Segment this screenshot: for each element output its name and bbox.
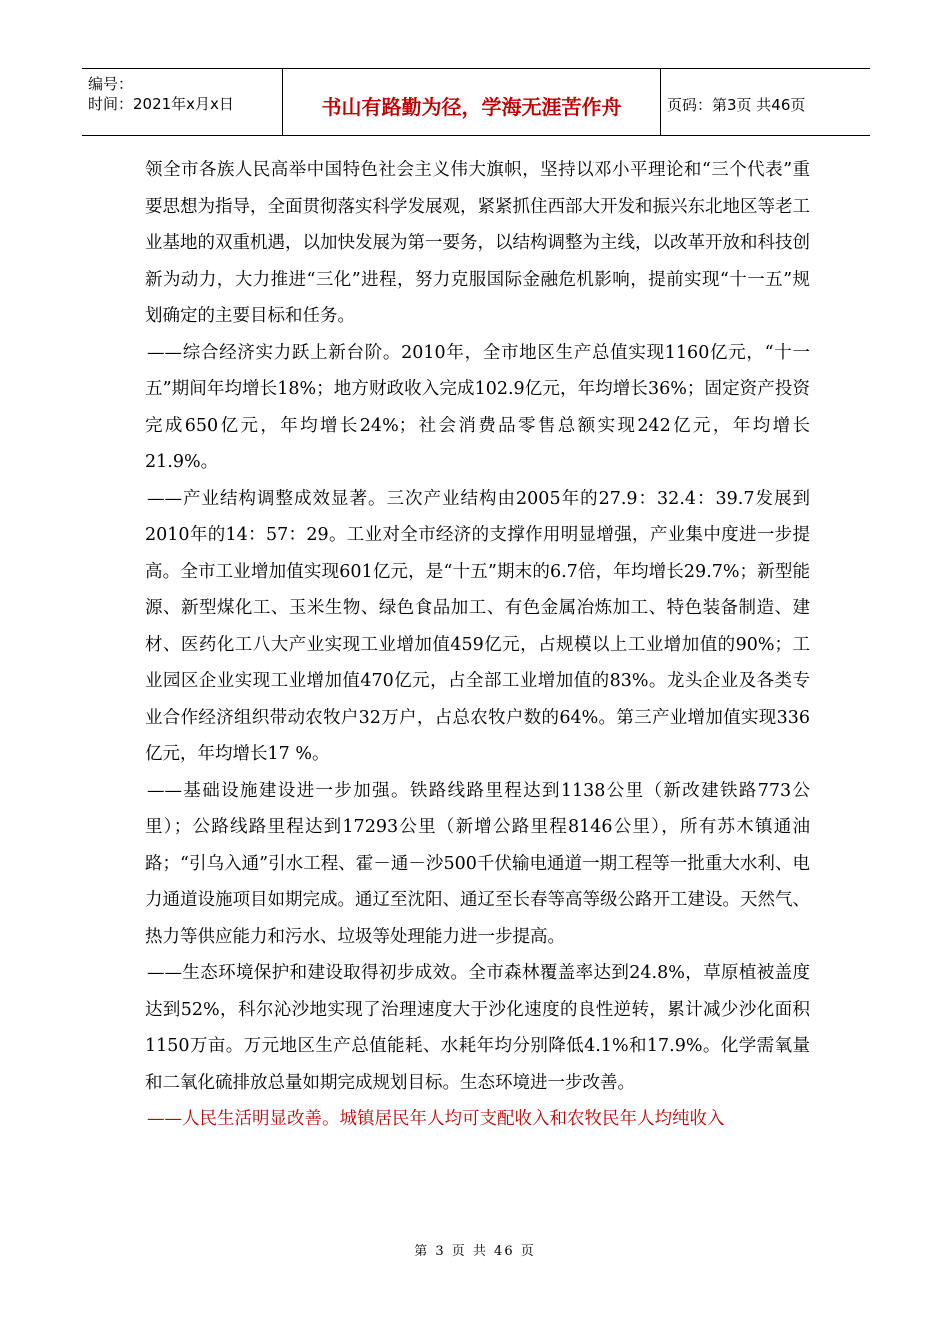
page-info-text: 页码：第3页 共46页 xyxy=(667,95,806,114)
motto-text: 书山有路勤为径，学海无涯苦作舟 xyxy=(321,94,622,119)
paragraph-ecology: ——生态环境保护和建设取得初步成效。全市森林覆盖率达到24.8%，草原植被盖度达到52%，科尔沁沙地实现了治理速度大于沙化速度的良性逆转，累计减少沙化面积1150万亩。万元地区生产总值能耗、水耗年均分别降低4.1%和17.9%。化学需氧量和二氧化硫排放总量如期完成规划目标。生态环境进一步改善。 xyxy=(145,963,810,1093)
header-meta-cell xyxy=(82,69,283,135)
document-body xyxy=(145,152,810,1138)
page-footer: 第 3 页 共 46 页 xyxy=(414,1244,536,1259)
paragraph-infrastructure: ——基础设施建设进一步加强。铁路线路里程达到1138公里（新改建铁路773公里）；公路线路里程达到17293公里（新增公路里程8146公里），所有苏木镇通油路；“引乌入通”引水工程、霍－通－沙500千伏输电通道一期工程等一批重大水利、电力通道设施项目如期完成。通辽至沈阳、通辽至长春等高等级公路开工建设。天然气、热力等供应能力和污水、垃圾等处理能力进一步提高。 xyxy=(145,780,810,947)
paragraph-economy: ——综合经济实力跃上新台阶。2010年，全市地区生产总值实现1160亿元，“十一五”期间年均增长18%；地方财政收入完成102.9亿元，年均增长36%；固定资产投资完成650亿元，年均增长24%；社会消费品零售总额实现242亿元，年均增长21.9%。 xyxy=(145,342,810,472)
header-table xyxy=(82,68,870,136)
paragraph-intro: 领全市各族人民高举中国特色社会主义伟大旗帜，坚持以邓小平理论和“三个代表”重要思想为指导，全面贯彻落实科学发展观，紧紧抓住西部大开发和振兴东北地区等老工业基地的双重机遇，以加快发展为第一要务，以结构调整为主线，以改革开放和科技创新为动力，大力推进“三化”进程，努力克服国际金融危机影响，提前实现“十一五”规划确定的主要目标和任务。 xyxy=(145,160,810,326)
header-motto-cell xyxy=(283,69,661,135)
serial-number-label: 编号： xyxy=(88,75,134,93)
date-label: 时间：2021年x月x日 xyxy=(88,95,234,113)
paragraph-industry-structure: ——产业结构调整成效显著。三次产业结构由2005年的27.9：32.4：39.7发展到2010年的14：57：29。工业对全市经济的支撑作用明显增强，产业集中度进一步提高。全市工业增加值实现601亿元，是“十五”期末的6.7倍，年均增长29.7%；新型能源、新型煤化工、玉米生物、绿色食品加工、有色金属冶炼加工、特色装备制造、建材、医药化工八大产业实现工业增加值459亿元，占规模以上工业增加值的90%；工业园区企业实现工业增加值470亿元，占全部工业增加值的83%。龙头企业及各类专业合作经济组织带动农牧户32万户，占总农牧户数的64%。第三产业增加值实现336亿元，年均增长17 %。 xyxy=(145,488,810,764)
header-page-cell xyxy=(661,69,870,135)
paragraph-living-standards: ——人民生活明显改善。城镇居民年人均可支配收入和农牧民年人均纯收入 xyxy=(147,1109,725,1129)
